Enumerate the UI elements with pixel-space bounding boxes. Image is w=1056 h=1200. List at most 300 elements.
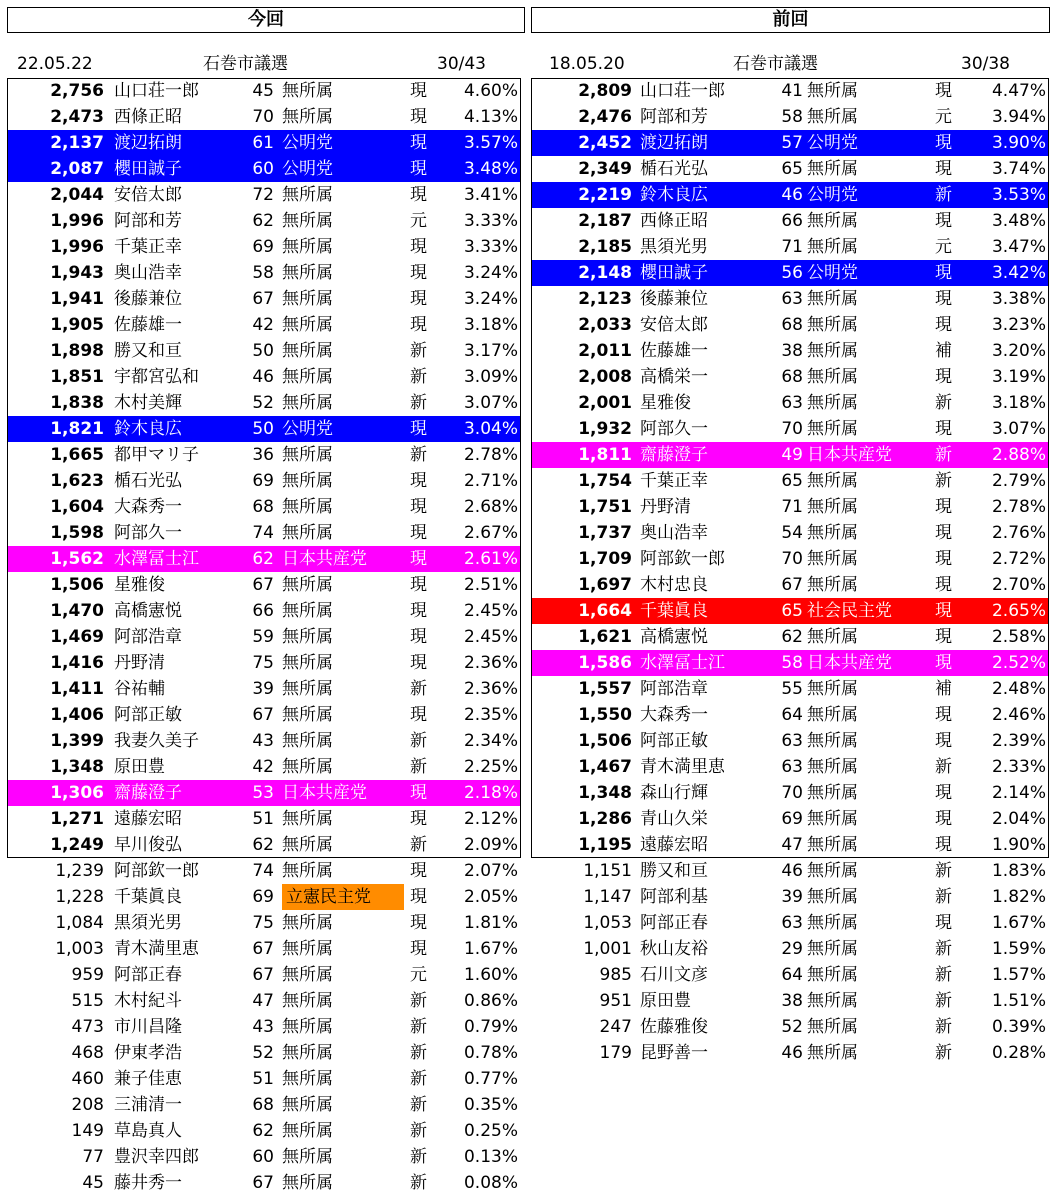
- candidate-status: 元: [935, 107, 952, 127]
- candidate-party: 公明党: [807, 263, 858, 283]
- candidate-age: 67: [252, 965, 274, 985]
- vote-count: 1,416: [50, 653, 104, 673]
- vote-count: 1,621: [578, 627, 632, 647]
- vote-count: 2,187: [578, 211, 632, 231]
- candidate-party: 公明党: [807, 185, 858, 205]
- candidate-party: 公明党: [807, 133, 858, 153]
- candidate-party: 無所属: [807, 419, 858, 439]
- candidate-row: [528, 208, 1056, 234]
- vote-count: 1,470: [50, 601, 104, 621]
- candidate-party: 立憲民主党: [282, 884, 404, 910]
- vote-share: 3.24%: [463, 263, 518, 283]
- vote-share: 2.61%: [463, 549, 518, 569]
- vote-count: 1,506: [50, 575, 104, 595]
- vote-share: 2.65%: [991, 601, 1046, 621]
- candidate-status: 現: [410, 549, 427, 569]
- candidate-party: 無所属: [807, 237, 858, 257]
- vote-count: 515: [71, 991, 104, 1011]
- candidate-age: 56: [781, 263, 803, 283]
- candidate-age: 68: [252, 497, 274, 517]
- candidate-name: 千葉眞良: [640, 601, 708, 621]
- vote-count: 1,195: [578, 835, 632, 855]
- vote-share: 2.09%: [463, 835, 518, 855]
- vote-count: 951: [599, 991, 632, 1011]
- candidate-row: [0, 962, 528, 988]
- vote-share: 2.78%: [463, 445, 518, 465]
- vote-count: 2,185: [578, 237, 632, 257]
- candidate-status: 新: [410, 367, 427, 387]
- candidate-party: 無所属: [807, 1043, 858, 1063]
- candidate-row: [0, 182, 528, 208]
- candidate-row: [528, 286, 1056, 312]
- vote-share: 2.70%: [991, 575, 1046, 595]
- candidate-age: 52: [781, 1017, 803, 1037]
- candidate-party: 日本共産党: [807, 653, 892, 673]
- candidate-status: 新: [410, 835, 427, 855]
- candidate-party: 無所属: [807, 289, 858, 309]
- candidate-status: 新: [410, 679, 427, 699]
- candidate-party: 無所属: [282, 185, 333, 205]
- candidate-age: 42: [252, 315, 274, 335]
- candidate-party: 無所属: [807, 939, 858, 959]
- candidate-name: 市川昌隆: [114, 1017, 182, 1037]
- candidate-party: 無所属: [282, 835, 333, 855]
- current-election-name: 石巻市議選: [203, 54, 288, 74]
- candidate-status: 新: [410, 1017, 427, 1037]
- candidate-age: 68: [781, 367, 803, 387]
- candidate-age: 70: [252, 107, 274, 127]
- candidate-row: [0, 650, 528, 676]
- candidate-age: 72: [252, 185, 274, 205]
- candidate-row: [528, 910, 1056, 936]
- candidate-party: 無所属: [282, 861, 333, 881]
- vote-count: 1,811: [578, 445, 632, 465]
- candidate-row: [0, 884, 528, 910]
- candidate-name: 齋藤澄子: [114, 783, 182, 803]
- candidate-row: [528, 364, 1056, 390]
- candidate-party: 無所属: [807, 1017, 858, 1037]
- candidate-name: 楯石光弘: [114, 471, 182, 491]
- candidate-party: 無所属: [807, 757, 858, 777]
- candidate-status: 新: [935, 445, 952, 465]
- candidate-name: 鈴木良広: [114, 419, 182, 439]
- candidate-row: [0, 780, 528, 806]
- candidate-row: [0, 676, 528, 702]
- candidate-row: [0, 806, 528, 832]
- vote-share: 0.35%: [463, 1095, 518, 1115]
- candidate-status: 現: [410, 523, 427, 543]
- candidate-age: 69: [252, 471, 274, 491]
- candidate-age: 70: [781, 419, 803, 439]
- candidate-row: [0, 104, 528, 130]
- candidate-status: 新: [410, 731, 427, 751]
- candidate-age: 51: [252, 1069, 274, 1089]
- candidate-age: 29: [781, 939, 803, 959]
- candidate-age: 36: [252, 445, 274, 465]
- candidate-party: 無所属: [282, 445, 333, 465]
- candidate-age: 70: [781, 783, 803, 803]
- candidate-name: 我妻久美子: [114, 731, 199, 751]
- current-election-date: 22.05.22: [17, 54, 93, 74]
- vote-count: 45: [82, 1173, 104, 1193]
- candidate-age: 46: [781, 185, 803, 205]
- vote-share: 2.18%: [463, 783, 518, 803]
- candidate-party: 無所属: [282, 731, 333, 751]
- vote-share: 2.68%: [463, 497, 518, 517]
- vote-share: 3.20%: [991, 341, 1046, 361]
- vote-share: 2.35%: [463, 705, 518, 725]
- candidate-party: 無所属: [807, 211, 858, 231]
- candidate-row: [0, 338, 528, 364]
- candidate-status: 新: [410, 1121, 427, 1141]
- candidate-age: 69: [781, 809, 803, 829]
- candidate-status: 現: [410, 471, 427, 491]
- candidate-row: [0, 208, 528, 234]
- candidate-name: 齋藤澄子: [640, 445, 708, 465]
- candidate-row: [0, 312, 528, 338]
- candidate-party: 無所属: [807, 679, 858, 699]
- candidate-age: 39: [781, 887, 803, 907]
- candidate-party: 無所属: [282, 1043, 333, 1063]
- candidate-row: [528, 572, 1056, 598]
- candidate-name: 櫻田誠子: [114, 159, 182, 179]
- candidate-party: 無所属: [807, 965, 858, 985]
- candidate-status: 新: [410, 445, 427, 465]
- candidate-status: 新: [935, 991, 952, 1011]
- vote-share: 3.07%: [991, 419, 1046, 439]
- candidate-name: 阿部浩章: [114, 627, 182, 647]
- candidate-status: 現: [410, 913, 427, 933]
- vote-share: 3.19%: [991, 367, 1046, 387]
- candidate-row: [0, 624, 528, 650]
- vote-count: 208: [71, 1095, 104, 1115]
- candidate-age: 55: [781, 679, 803, 699]
- candidate-party: 無所属: [807, 861, 858, 881]
- candidate-row: [0, 728, 528, 754]
- candidate-age: 64: [781, 965, 803, 985]
- candidate-party: 無所属: [282, 107, 333, 127]
- candidate-status: 現: [935, 913, 952, 933]
- candidate-status: 現: [410, 237, 427, 257]
- candidate-row: [528, 156, 1056, 182]
- candidate-name: 木村紀斗: [114, 991, 182, 1011]
- candidate-age: 38: [781, 341, 803, 361]
- candidate-row: [0, 572, 528, 598]
- candidate-party: 公明党: [282, 133, 333, 153]
- vote-share: 3.94%: [991, 107, 1046, 127]
- vote-share: 4.47%: [991, 81, 1046, 101]
- vote-share: 0.25%: [463, 1121, 518, 1141]
- candidate-row: [528, 494, 1056, 520]
- candidate-status: 現: [935, 289, 952, 309]
- vote-count: 247: [599, 1017, 632, 1037]
- candidate-name: 阿部正敏: [114, 705, 182, 725]
- vote-share: 2.58%: [991, 627, 1046, 647]
- candidate-row: [528, 936, 1056, 962]
- candidate-age: 62: [252, 1121, 274, 1141]
- vote-count: 2,123: [578, 289, 632, 309]
- vote-count: 2,033: [578, 315, 632, 335]
- candidate-name: 安倍太郎: [640, 315, 708, 335]
- candidate-row: [0, 988, 528, 1014]
- candidate-name: 阿部和芳: [114, 211, 182, 231]
- candidate-name: 西條正昭: [640, 211, 708, 231]
- candidate-name: 青木満里恵: [114, 939, 199, 959]
- candidate-name: 佐藤雄一: [640, 341, 708, 361]
- candidate-row: [528, 312, 1056, 338]
- candidate-party: 無所属: [282, 601, 333, 621]
- candidate-party: 無所属: [807, 887, 858, 907]
- candidate-name: 千葉正幸: [640, 471, 708, 491]
- candidate-row: [528, 650, 1056, 676]
- vote-count: 1,469: [50, 627, 104, 647]
- candidate-status: 元: [410, 965, 427, 985]
- candidate-status: 現: [410, 497, 427, 517]
- candidate-status: 現: [935, 159, 952, 179]
- candidate-name: 早川俊弘: [114, 835, 182, 855]
- candidate-name: 大森秀一: [114, 497, 182, 517]
- candidate-name: 阿部久一: [640, 419, 708, 439]
- vote-share: 1.60%: [463, 965, 518, 985]
- candidate-status: 現: [935, 263, 952, 283]
- candidate-party: 無所属: [807, 523, 858, 543]
- candidate-age: 66: [252, 601, 274, 621]
- vote-count: 1,562: [50, 549, 104, 569]
- candidate-status: 現: [410, 107, 427, 127]
- vote-count: 1,151: [583, 861, 632, 881]
- candidate-age: 67: [252, 289, 274, 309]
- candidate-status: 現: [410, 861, 427, 881]
- vote-share: 2.05%: [463, 887, 518, 907]
- candidate-status: 現: [410, 289, 427, 309]
- candidate-name: 黒須光男: [640, 237, 708, 257]
- vote-share: 0.79%: [463, 1017, 518, 1037]
- candidate-status: 新: [935, 1043, 952, 1063]
- candidate-status: 現: [935, 497, 952, 517]
- vote-share: 4.13%: [463, 107, 518, 127]
- candidate-status: 現: [935, 783, 952, 803]
- candidate-age: 58: [781, 107, 803, 127]
- vote-share: 3.47%: [991, 237, 1046, 257]
- candidate-age: 46: [252, 367, 274, 387]
- candidate-name: 原田豊: [640, 991, 691, 1011]
- vote-share: 3.33%: [463, 211, 518, 231]
- vote-count: 1,996: [50, 211, 104, 231]
- candidate-party: 無所属: [282, 705, 333, 725]
- candidate-row: [0, 234, 528, 260]
- vote-share: 2.46%: [991, 705, 1046, 725]
- candidate-name: 渡辺拓朗: [640, 133, 708, 153]
- vote-share: 3.42%: [991, 263, 1046, 283]
- previous-election-date: 18.05.20: [549, 54, 625, 74]
- candidate-name: 木村美輝: [114, 393, 182, 413]
- candidate-name: 大森秀一: [640, 705, 708, 725]
- candidate-party: 日本共産党: [807, 445, 892, 465]
- vote-count: 1,898: [50, 341, 104, 361]
- candidate-status: 元: [935, 237, 952, 257]
- candidate-party: 日本共産党: [282, 549, 367, 569]
- vote-count: 1,348: [578, 783, 632, 803]
- candidate-name: 渡辺拓朗: [114, 133, 182, 153]
- candidate-age: 70: [781, 549, 803, 569]
- vote-share: 1.81%: [463, 913, 518, 933]
- candidate-row: [0, 364, 528, 390]
- candidate-name: 後藤兼位: [114, 289, 182, 309]
- vote-count: 1,932: [578, 419, 632, 439]
- candidate-name: 青山久栄: [640, 809, 708, 829]
- vote-count: 1,001: [583, 939, 632, 959]
- previous-seat-ratio: 30/38: [961, 54, 1010, 74]
- previous-panel-title: 前回: [531, 7, 1050, 33]
- candidate-status: 現: [935, 81, 952, 101]
- vote-count: 179: [599, 1043, 632, 1063]
- candidate-status: 現: [935, 211, 952, 231]
- candidate-name: 佐藤雄一: [114, 315, 182, 335]
- candidate-status: 新: [935, 887, 952, 907]
- candidate-age: 63: [781, 757, 803, 777]
- candidate-row: [0, 1040, 528, 1066]
- candidate-status: 現: [935, 367, 952, 387]
- candidate-age: 46: [781, 1043, 803, 1063]
- candidate-name: 西條正昭: [114, 107, 182, 127]
- previous-election-name: 石巻市議選: [733, 54, 818, 74]
- candidate-party: 無所属: [282, 653, 333, 673]
- candidate-status: 補: [935, 341, 952, 361]
- vote-share: 2.45%: [463, 601, 518, 621]
- vote-count: 1,003: [55, 939, 104, 959]
- candidate-status: 新: [935, 939, 952, 959]
- vote-share: 2.34%: [463, 731, 518, 751]
- candidate-row: [0, 442, 528, 468]
- candidate-name: 勝又和亘: [640, 861, 708, 881]
- candidate-status: 新: [410, 1147, 427, 1167]
- candidate-age: 47: [252, 991, 274, 1011]
- vote-share: 3.53%: [991, 185, 1046, 205]
- candidate-party: 公明党: [282, 159, 333, 179]
- candidate-age: 63: [781, 731, 803, 751]
- vote-share: 2.48%: [991, 679, 1046, 699]
- candidate-party: 無所属: [807, 341, 858, 361]
- candidate-party: 無所属: [807, 107, 858, 127]
- vote-count: 2,476: [578, 107, 632, 127]
- candidate-row: [528, 520, 1056, 546]
- vote-count: 2,011: [578, 341, 632, 361]
- vote-share: 3.24%: [463, 289, 518, 309]
- candidate-age: 68: [252, 1095, 274, 1115]
- vote-count: 2,008: [578, 367, 632, 387]
- candidate-row: [0, 858, 528, 884]
- vote-share: 2.71%: [463, 471, 518, 491]
- candidate-age: 66: [781, 211, 803, 231]
- candidate-name: 阿部浩章: [640, 679, 708, 699]
- candidate-name: 豊沢幸四郎: [114, 1147, 199, 1167]
- candidate-row: [528, 832, 1056, 858]
- candidate-party: 無所属: [282, 523, 333, 543]
- candidate-name: 楯石光弘: [640, 159, 708, 179]
- candidate-status: 現: [935, 835, 952, 855]
- vote-count: 1,838: [50, 393, 104, 413]
- candidate-name: 秋山友裕: [640, 939, 708, 959]
- vote-count: 1,697: [578, 575, 632, 595]
- vote-share: 2.45%: [463, 627, 518, 647]
- candidate-party: 無所属: [282, 497, 333, 517]
- vote-count: 2,756: [50, 81, 104, 101]
- candidate-age: 50: [252, 341, 274, 361]
- candidate-status: 現: [410, 185, 427, 205]
- candidate-row: [0, 832, 528, 858]
- candidate-status: 現: [410, 81, 427, 101]
- candidate-name: 阿部欽一郎: [640, 549, 725, 569]
- vote-count: 2,452: [578, 133, 632, 153]
- candidate-party: 無所属: [807, 809, 858, 829]
- candidate-party: 無所属: [282, 1069, 333, 1089]
- candidate-status: 現: [410, 263, 427, 283]
- vote-share: 2.76%: [991, 523, 1046, 543]
- candidate-row: [528, 234, 1056, 260]
- candidate-party: 無所属: [282, 393, 333, 413]
- candidate-status: 現: [410, 705, 427, 725]
- vote-share: 0.78%: [463, 1043, 518, 1063]
- candidate-age: 75: [252, 913, 274, 933]
- candidate-status: 新: [410, 757, 427, 777]
- vote-count: 2,473: [50, 107, 104, 127]
- vote-count: 1,249: [50, 835, 104, 855]
- vote-count: 1,239: [55, 861, 104, 881]
- vote-count: 2,349: [578, 159, 632, 179]
- candidate-row: [0, 598, 528, 624]
- vote-count: 1,053: [583, 913, 632, 933]
- candidate-row: [528, 676, 1056, 702]
- candidate-party: 無所属: [282, 1121, 333, 1141]
- vote-share: 2.36%: [463, 679, 518, 699]
- candidate-row: [528, 130, 1056, 156]
- candidate-age: 47: [781, 835, 803, 855]
- vote-share: 3.18%: [463, 315, 518, 335]
- candidate-status: 現: [935, 731, 952, 751]
- vote-count: 1,623: [50, 471, 104, 491]
- vote-count: 1,586: [578, 653, 632, 673]
- vote-share: 2.88%: [991, 445, 1046, 465]
- candidate-name: 三浦清一: [114, 1095, 182, 1115]
- candidate-age: 38: [781, 991, 803, 1011]
- candidate-name: 櫻田誠子: [640, 263, 708, 283]
- vote-count: 1,598: [50, 523, 104, 543]
- candidate-status: 現: [935, 809, 952, 829]
- candidate-status: 現: [410, 809, 427, 829]
- candidate-party: 無所属: [282, 991, 333, 1011]
- candidate-row: [528, 728, 1056, 754]
- candidate-row: [0, 286, 528, 312]
- vote-share: 1.67%: [463, 939, 518, 959]
- candidate-age: 65: [781, 159, 803, 179]
- candidate-row: [0, 702, 528, 728]
- candidate-name: 後藤兼位: [640, 289, 708, 309]
- candidate-party: 無所属: [282, 627, 333, 647]
- vote-share: 3.18%: [991, 393, 1046, 413]
- candidate-party: 日本共産党: [282, 783, 367, 803]
- candidate-age: 67: [781, 575, 803, 595]
- vote-share: 2.78%: [991, 497, 1046, 517]
- vote-share: 3.57%: [463, 133, 518, 153]
- vote-share: 1.59%: [991, 939, 1046, 959]
- candidate-name: 千葉正幸: [114, 237, 182, 257]
- vote-count: 1,604: [50, 497, 104, 517]
- candidate-name: 阿部利基: [640, 887, 708, 907]
- current-seat-ratio: 30/43: [437, 54, 486, 74]
- candidate-status: 現: [935, 419, 952, 439]
- candidate-age: 67: [252, 705, 274, 725]
- candidate-party: 社会民主党: [807, 601, 892, 621]
